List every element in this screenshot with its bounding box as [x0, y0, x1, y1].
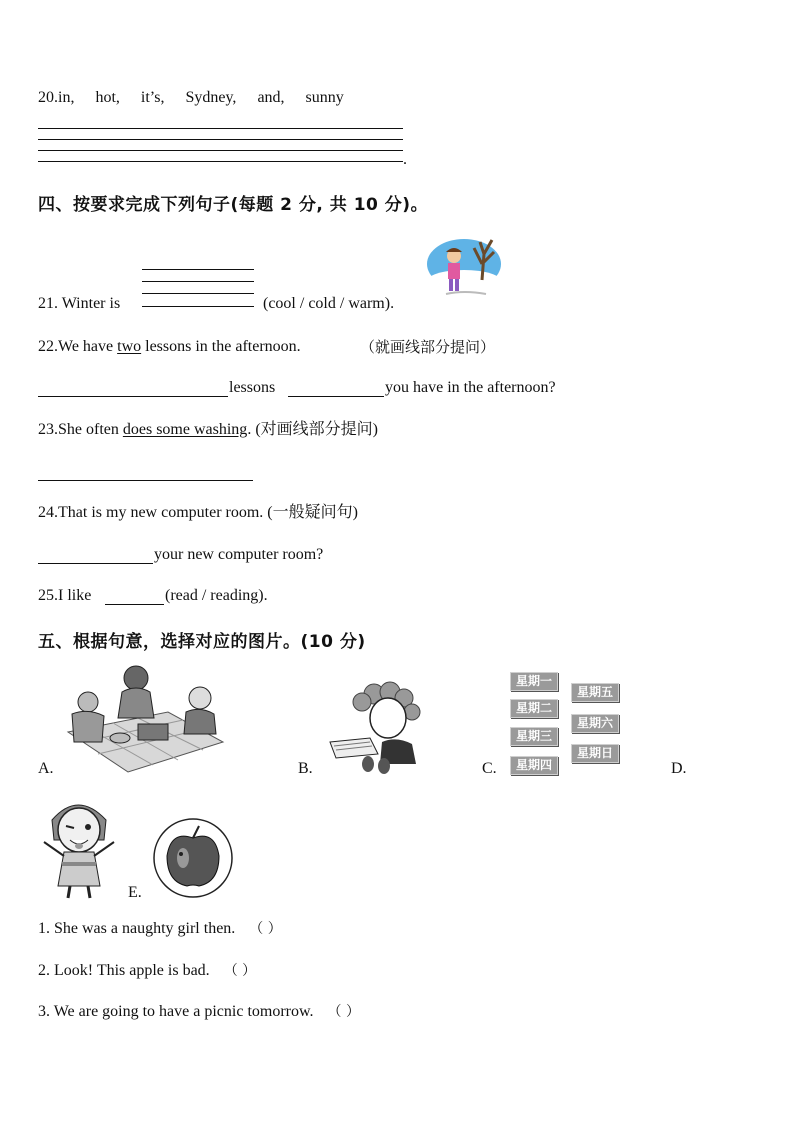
picnic-picture	[58, 662, 228, 774]
q21-answer-line[interactable]	[142, 269, 254, 270]
q21-answer-line[interactable]	[142, 306, 254, 307]
choice-label-e: E.	[128, 884, 142, 901]
q23-start: 23.She often	[38, 421, 123, 438]
match-item	[38, 919, 282, 939]
q22-answer-blank[interactable]	[38, 396, 228, 397]
choice-label-b: B.	[298, 760, 313, 777]
q21-prompt: 21. Winter is	[38, 295, 121, 312]
q20-period: .	[403, 151, 407, 168]
weekday-card: 星期四	[510, 756, 558, 775]
q22-answer-blank[interactable]	[288, 396, 384, 397]
answer-parentheses[interactable]: （ ）	[327, 1004, 360, 1020]
q22-answer-mid: lessons	[229, 379, 276, 396]
q23-sentence	[38, 420, 378, 440]
section4-heading: 四、按要求完成下列句子(每题 2 分, 共 10 分)。	[38, 195, 429, 215]
weekday-card: 星期二	[510, 699, 558, 718]
weekday-card: 星期五	[571, 683, 619, 702]
q22-rest: lessons in the afternoon.	[141, 338, 301, 355]
match-item-text: 1. She was a naughty girl then.	[38, 920, 236, 937]
q20-answer-line[interactable]	[38, 150, 403, 151]
q20-word: it’s,	[140, 89, 165, 106]
q20-word: Sydney,	[185, 89, 237, 106]
answer-parentheses[interactable]: （ ）	[249, 921, 282, 937]
q23-answer-line[interactable]	[38, 480, 253, 481]
choice-label-c: C.	[482, 760, 497, 777]
answer-parentheses[interactable]: （ ）	[223, 963, 257, 979]
q22-underlined: two	[117, 338, 142, 355]
winter-girl-picture	[424, 234, 506, 300]
weekday-card: 星期日	[571, 744, 619, 763]
q20-answer-line[interactable]	[38, 128, 403, 129]
q22-sentence	[38, 337, 301, 357]
q25-start: 25.I like	[38, 587, 92, 604]
q23-instruction: . (对画线部分提问)	[247, 421, 378, 438]
q20-word: sunny	[305, 89, 344, 106]
q24-answer-end: your new computer room?	[154, 546, 324, 563]
q22-instruction: （就画线部分提问）	[360, 338, 496, 356]
q20-words	[38, 88, 344, 108]
naughty-girl-picture	[38, 790, 120, 900]
weekday-card: 星期一	[510, 672, 558, 691]
section5-heading: 五、根据句意，选择对应的图片。(10 分)	[38, 632, 366, 652]
q21-answer-line[interactable]	[142, 281, 254, 282]
q20-word: hot,	[95, 89, 120, 106]
q22-start: 22.We have	[38, 338, 118, 355]
bad-apple-picture	[151, 816, 235, 900]
q20-label: 20.in,	[38, 89, 75, 106]
q20-answer-line[interactable]	[38, 139, 403, 140]
q25-answer-blank[interactable]	[105, 604, 164, 605]
choice-label-d: D.	[671, 760, 687, 777]
q20-answer-line[interactable]	[38, 161, 403, 162]
match-item	[38, 961, 256, 981]
q21-options: (cool / cold / warm).	[263, 295, 395, 312]
choice-label-a: A.	[38, 760, 54, 777]
q25-options: (read / reading).	[165, 587, 268, 604]
q22-answer-end: you have in the afternoon?	[385, 379, 556, 396]
q24-sentence: 24.That is my new computer room. (一般疑问句)	[38, 504, 358, 521]
weekday-card: 星期三	[510, 727, 558, 746]
match-item-text: 3. We are going to have a picnic tomorrow.	[38, 1003, 314, 1020]
match-item	[38, 1002, 360, 1022]
q21-answer-line[interactable]	[142, 293, 254, 294]
q20-word: and,	[257, 89, 285, 106]
q23-underlined: does some washing	[122, 421, 248, 438]
reading-girl-picture	[326, 680, 428, 774]
weekday-card: 星期六	[571, 714, 619, 733]
match-item-text: 2. Look! This apple is bad.	[38, 962, 210, 979]
q24-answer-blank[interactable]	[38, 563, 153, 564]
